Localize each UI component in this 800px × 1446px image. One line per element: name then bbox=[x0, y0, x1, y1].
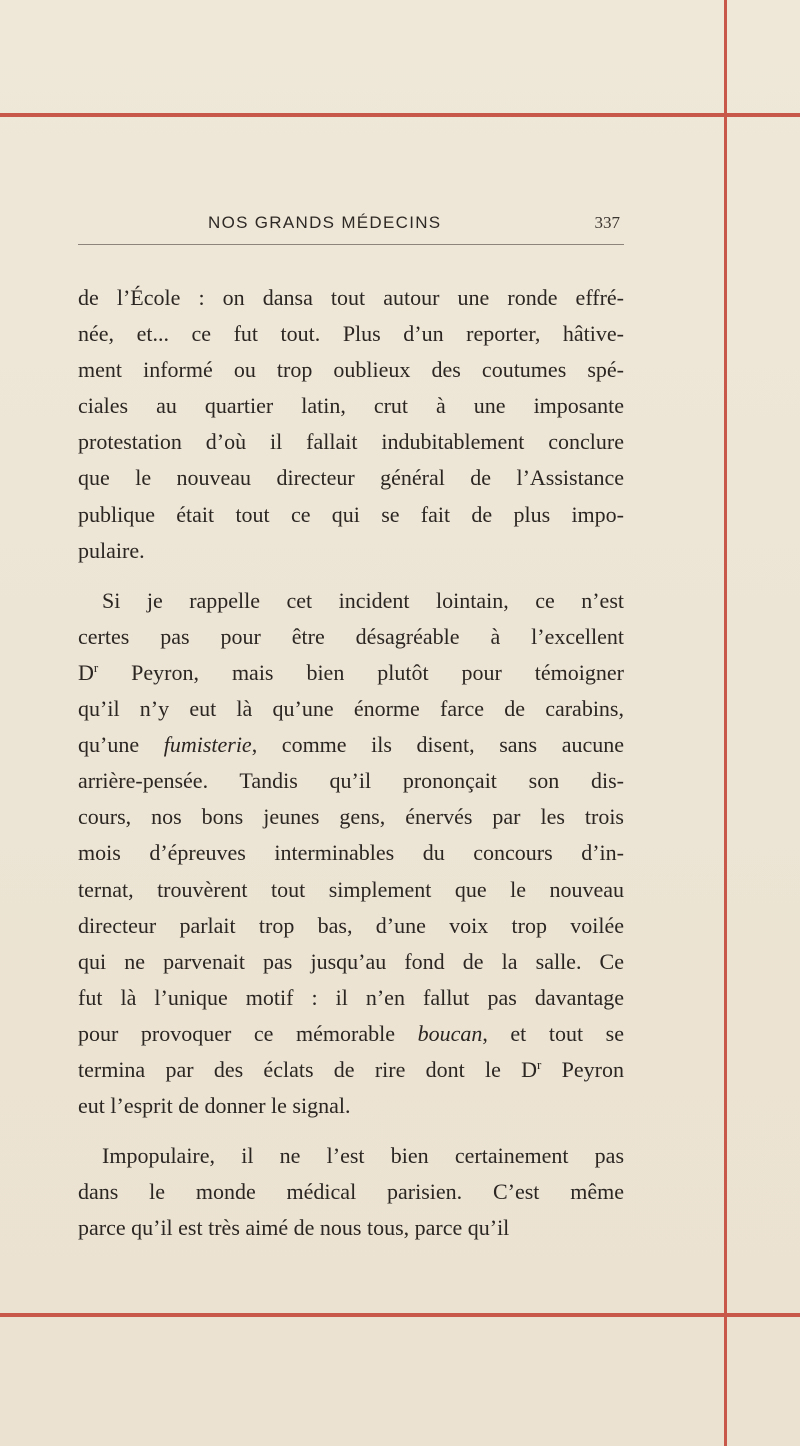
line-segment: pour provoquer ce mémorable bbox=[78, 1020, 418, 1046]
text-line bbox=[78, 727, 624, 763]
page-number: 337 bbox=[594, 213, 620, 232]
line-segment: Peyron, mais bien plutôt pour témoigner bbox=[98, 659, 624, 685]
text-line: qu’il n’y eut là qu’une énorme farce de carabins, bbox=[78, 696, 624, 722]
line-segment: , comme ils disent, sans aucune bbox=[251, 732, 624, 758]
text-line: arrière-pensée. Tandis qu’il prononçait son dis- bbox=[78, 768, 624, 794]
text-line: que le nouveau directeur général de l’Assistance bbox=[78, 465, 624, 491]
paragraph bbox=[78, 1138, 624, 1246]
text-line: parce qu’il est très aimé de nous tous, parce qu’il bbox=[78, 1215, 510, 1241]
running-head-rule bbox=[78, 244, 624, 245]
text-line: Si je rappelle cet incident lointain, ce n’est bbox=[102, 587, 624, 613]
text-line: de l’École : on dansa tout autour une ronde effré- bbox=[78, 285, 624, 310]
text-line: née, et... ce fut tout. Plus d’un reporter, hâtive- bbox=[78, 321, 624, 347]
text-line bbox=[78, 1016, 624, 1052]
running-title: NOS GRANDS MÉDECINS bbox=[208, 213, 442, 232]
text-line: ciales au quartier latin, crut à une imposante bbox=[78, 393, 624, 419]
line-segment: Peyron bbox=[541, 1056, 624, 1082]
text-line: ment informé ou trop oublieux des coutumes spé- bbox=[78, 357, 624, 383]
body-text bbox=[78, 280, 624, 1246]
running-head bbox=[78, 213, 624, 239]
text-line: certes pas pour être désagréable à l’excellent bbox=[78, 623, 624, 649]
text-line: mois d’épreuves interminables du concours d’in- bbox=[78, 840, 624, 866]
text-line: dans le monde médical parisien. C’est même bbox=[78, 1179, 624, 1205]
text-line: ternat, trouvèrent tout simplement que le nouveau bbox=[78, 876, 624, 902]
line-segment: D bbox=[78, 659, 94, 685]
paragraph-gap bbox=[78, 1124, 624, 1138]
superscript: r bbox=[93, 659, 99, 675]
paragraph bbox=[78, 280, 624, 569]
paragraph-gap bbox=[78, 569, 624, 583]
bottom-margin-rule bbox=[0, 1313, 800, 1317]
right-margin-rule bbox=[724, 0, 727, 1446]
text-line: pulaire. bbox=[78, 537, 145, 563]
italic-term: boucan bbox=[417, 1020, 483, 1046]
italic-term: fumisterie bbox=[163, 732, 252, 758]
text-line bbox=[78, 1052, 624, 1088]
text-line: eut l’esprit de donner le signal. bbox=[78, 1093, 351, 1119]
superscript: r bbox=[537, 1056, 542, 1072]
text-line: protestation d’où il fallait indubitablement conclure bbox=[78, 429, 624, 455]
text-line bbox=[78, 655, 624, 691]
line-segment: , et tout se bbox=[482, 1020, 624, 1046]
top-margin-rule bbox=[0, 113, 800, 117]
text-line: directeur parlait trop bas, d’une voix trop voilée bbox=[78, 912, 624, 938]
text-line: cours, nos bons jeunes gens, énervés par les trois bbox=[78, 804, 624, 830]
paragraph bbox=[78, 583, 624, 1124]
text-line: Impopulaire, il ne l’est bien certainement pas bbox=[102, 1143, 624, 1169]
text-line: fut là l’unique motif : il n’en fallut pas davantage bbox=[78, 984, 624, 1010]
line-segment: qu’une bbox=[78, 732, 164, 758]
text-line: qui ne parvenait pas jusqu’au fond de la salle. Ce bbox=[78, 948, 624, 974]
text-line: publique était tout ce qui se fait de plus impo- bbox=[78, 501, 624, 527]
line-segment: termina par des éclats de rire dont le D bbox=[78, 1056, 538, 1082]
